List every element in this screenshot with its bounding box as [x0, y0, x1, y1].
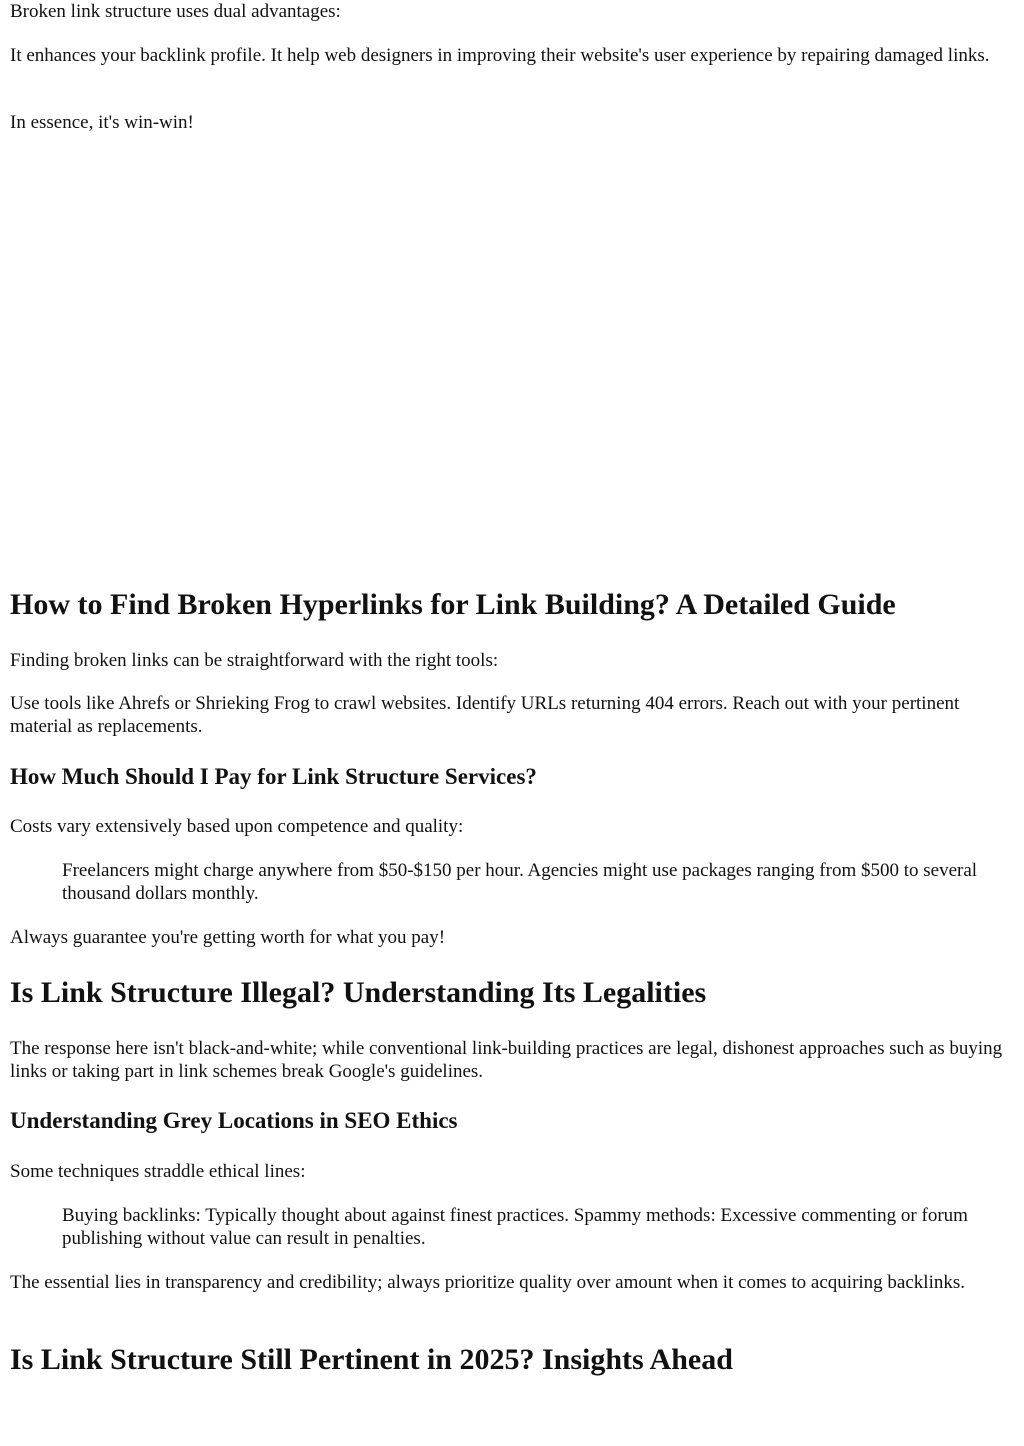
heading-illegal: Is Link Structure Illegal? Understanding Its Legalities	[10, 976, 707, 1009]
pay-blockquote: Freelancers might charge anywhere from $50-$150 per hour. Agencies might use packages ranging from $500 to several thousand dollars monthly.	[62, 860, 978, 904]
find-paragraph-2: Use tools like Ahrefs or Shrieking Frog to crawl websites. Identify URLs returning 404 errors. Reach out with your pertinent material as replacements.	[10, 693, 960, 737]
illegal-paragraph-1: The response here isn't black-and-white; while conventional link-building practices are legal, dishonest approaches such as buying links or taking part in link schemes break Google's guidelines.	[10, 1038, 1003, 1082]
heading-grey-locations: Understanding Grey Locations in SEO Ethics	[10, 1108, 458, 1133]
pay-paragraph-1: Costs vary extensively based upon competence and quality:	[10, 816, 464, 837]
find-paragraph-1: Finding broken links can be straightforward with the right tools:	[10, 650, 499, 671]
grey-paragraph-2: The essential lies in transparency and credibility; always prioritize quality over amount when it comes to acquiring backlinks.	[10, 1272, 966, 1293]
intro-paragraph-3: In essence, it's win-win!	[10, 112, 194, 133]
pay-paragraph-2: Always guarantee you're getting worth for what you pay!	[10, 927, 446, 948]
grey-blockquote: Buying backlinks: Typically thought about against finest practices. Spammy methods: Excessive commenting or forum publishing without value can result in penalties.	[62, 1205, 968, 1249]
heading-pay-link-services: How Much Should I Pay for Link Structure Services?	[10, 764, 537, 789]
intro-paragraph-2: It enhances your backlink profile. It help web designers in improving their website's user experience by repairing damaged links.	[10, 45, 990, 66]
intro-paragraph-1: Broken link structure uses dual advantages:	[10, 1, 341, 22]
grey-paragraph-1: Some techniques straddle ethical lines:	[10, 1161, 306, 1182]
heading-still-pertinent-2025: Is Link Structure Still Pertinent in 2025? Insights Ahead	[10, 1343, 733, 1376]
heading-find-broken-links: How to Find Broken Hyperlinks for Link Building? A Detailed Guide	[10, 588, 896, 621]
